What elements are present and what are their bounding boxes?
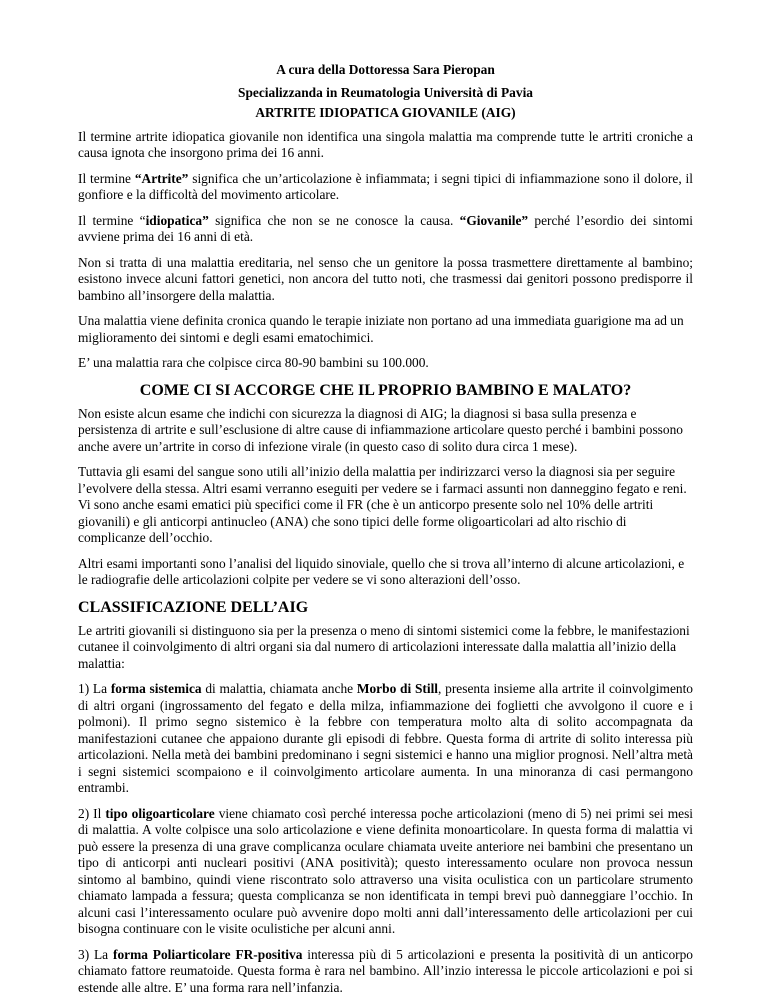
intro-paragraph-6: E’ una malattia rara che colpisce circa 80-90 bambini su 100.000. xyxy=(78,355,429,370)
intro-paragraph-1: Il termine artrite idiopatica giovanile non identifica una singola malattia ma comprende tutte le artriti croniche a causa ignota che insorgono prima dei 16 anni. xyxy=(78,128,693,160)
diagnosis-paragraph-2: Tuttavia gli esami del sangue sono utili all’inizio della malattia per indirizzarci verso la diagnosi sia per seguire l’evolvere della stessa. Altri esami verranno eseguiti per vedere se i farmaci assunti non danneggino fegato e reni. Vi sono anche esami ematici più specifici come il FR (che è un anticorpo presente solo nel 10% delle artriti giovanili) e gli anticorpi antinucleo (ANA) che sono tipici delle forme oligoarticolari ad alto rischio di complicanze dell’occhio. xyxy=(78,464,687,545)
diagnosis-paragraph-3: Altri esami importanti sono l’analisi del liquido sinoviale, quello che si trova all’interno di alcune articolazioni, e le radiografie delle articolazioni colpite per vedere se vi sono alterazioni dell’osso. xyxy=(78,555,685,587)
author-affiliation: Specializzanda in Reumatologia Università di Pavia xyxy=(238,84,533,100)
document-page xyxy=(78,62,693,1005)
section-heading-classification: CLASSIFICAZIONE DELL’AIG xyxy=(78,598,309,616)
classification-paragraph-1: Le artriti giovanili si distinguono sia per la presenza o meno di sintomi sistemici come la febbre, le manifestazioni cutanee il coinvolgimento di altri organi sia dal numero di articolazioni interessate dalla malattia all’inizio della malattia: xyxy=(78,622,690,671)
intro-paragraph-3: Il termine “idiopatica” significa che non se ne conosce la causa. “Giovanile” perché l’esordio dei sintomi avviene prima dei 16 anni di età. xyxy=(78,212,693,244)
intro-paragraph-4: Non si tratta di una malattia ereditaria, nel senso che un genitore la possa trasmettere direttamente al bambino; esistono invece alcuni fattori genetici, non ancora del tutto noti, che trasmessi dai genitori possono predisporre il bambino all’insorgere della malattia. xyxy=(78,254,693,303)
intro-paragraph-5: Una malattia viene definita cronica quando le terapie iniziate non portano ad una immediata guarigione ma ad un miglioramento dei sintomi e degli esami ematochimici. xyxy=(78,313,684,345)
author-line: A cura della Dottoressa Sara Pieropan xyxy=(276,62,495,77)
classification-item-1: 1) La forma sistemica di malattia, chiamata anche Morbo di Still, presenta insieme alla artrite il coinvolgimento di altri organi (ingrossamento del fegato e della milza, infiammazione dei foglietti che avvolgono il cuore e i polmoni). Il primo segno sistemico è la febbre con temperatura molto alta di solito accompagnata da manifestazioni cutanee che appaiono durante gli episodi di febbre. Questa forma di artrite di solito interessa più articolazioni. Nella metà dei bambini predominano i segni sistemici e hanno una miglior prognosi. Nell’altra metà i segni sistemici scompaiono e il coinvolgimento articolare aumenta. In una minoranza di casi permangono entrambi. xyxy=(78,681,693,795)
intro-paragraph-2: Il termine “Artrite” significa che un’articolazione è infiammata; i segni tipici di infiammazione sono il dolore, il gonfiore e la difficoltà del movimento articolare. xyxy=(78,170,693,202)
classification-item-2: 2) Il tipo oligoarticolare viene chiamato così perché interessa poche articolazioni (meno di 5) nei primi sei mesi di malattia. A volte colpisce una solo articolazione e viene definita monoarticolare. In questa forma di malattia vi può essere la presenza di una grave complicanza oculare chiamata uveite anteriore nei bambini che presentano un tipo di anticorpi anti nucleari positivi (ANA positività); questo interessamento oculare non provoca nessun sintomo al bambino, quindi viene riscontrato solo attraverso una visita oculistica con un particolare strumento chiamato lampada a fessura; questa complicanza se non identificata in tempi brevi può danneggiare l’occhio. In alcuni casi l’interessamento oculare può avvenire dopo molti anni dall’interessamento delle articolazioni per cui bisogna continuare con le visite oculistiche per alcuni anni. xyxy=(78,805,694,936)
document-title: ARTRITE IDIOPATICA GIOVANILE (AIG) xyxy=(255,105,516,120)
classification-item-3: 3) La forma Poliarticolare FR-positiva interessa più di 5 articolazioni e presenta la positività di un anticorpo chiamato fattore reumatoide. Questa forma è rara nel bambino. All’inzio interessa le piccole articolazioni e poi si estende alle altre. E’ una forma rara nell’infanzia. xyxy=(78,946,693,995)
diagnosis-paragraph-1: Non esiste alcun esame che indichi con sicurezza la diagnosi di AIG; la diagnosi si basa sulla presenza e persistenza di artrite e sull’esclusione di altre cause di infiammazione articolare questo perché i bambini possono anche avere un’artrite in corso di infezione virale (in questo caso di solito dura circa 1 mese). xyxy=(78,405,683,454)
section-heading-diagnosis: COME CI SI ACCORGE CHE IL PROPRIO BAMBINO E MALATO? xyxy=(139,381,632,399)
